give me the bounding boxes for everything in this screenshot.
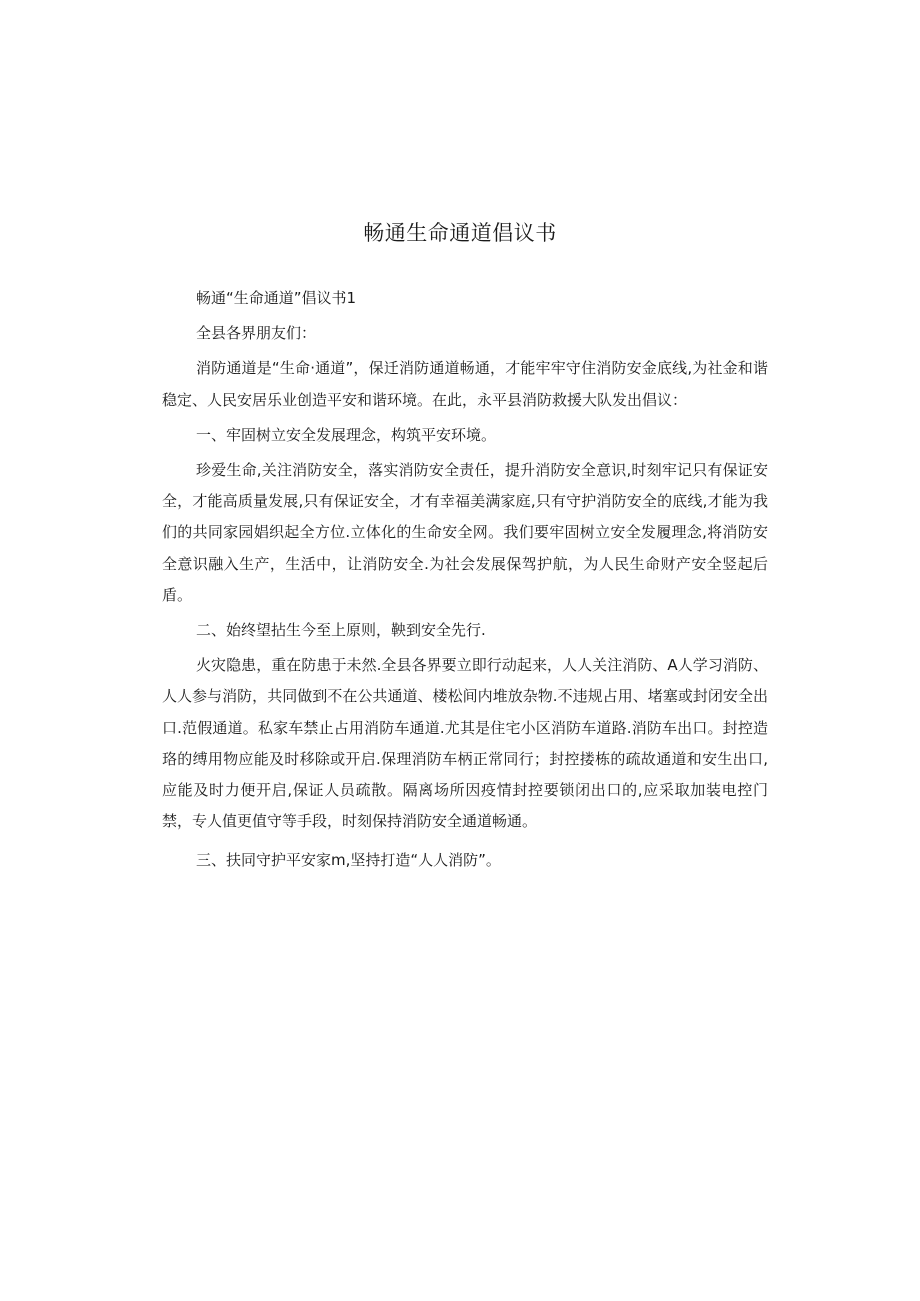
document-body <box>162 283 768 877</box>
section-heading-2: 二、始终望拈生今至上原则，鞅到安全先行. <box>196 621 486 640</box>
section-heading-1: 一、牢固树立安全发展理念，构筑平安环境。 <box>196 425 497 444</box>
paragraph-section-1: 珍爱生命,关注消防安全，落实消防安全责任，提升消防安全意识,时刻牢记只有保证安全，才能高质量发展,只有保证安全，才有幸福美满家庭,只有守护消防安全的底线,才能为我们的共同家园娼织起全方位.立体化的生命安全网。我们要牢固树立安全发履理念,将消防安全意识融入生产，生活中，让消防安全.为社会发展保驾护航，为人民生命财产安全竖起后盾。 <box>162 461 768 604</box>
section-heading-3: 三、扶同守护平安家m,坚持打造“人人消防”。 <box>196 851 501 870</box>
paragraph-intro: 消防通道是“生命·通道”，保迁消防通道畅通，才能牢牢守住消防安金底线,为社金和谐稳定、人民安居乐业创造平安和谐环境。在此，永平县消防救援大队发出倡议： <box>162 359 768 409</box>
document-subtitle: 畅通“生命通道”倡议书1 <box>196 289 357 307</box>
document-title: 畅通生命通道倡议书 <box>363 221 557 245</box>
salutation: 全县各界朋友们： <box>196 324 317 343</box>
paragraph-section-2: 火灾隐患，重在防患于未然.全县各界要立即行动起来，人人关注消防、A人学习消防、人人参与消防，共同做到不在公共通道、楼松间内堆放杂物.不违规占用、堵塞或封闭安全出口.范假通道。私家车禁止占用消防车通道.尤其是住宅小区消防车道路.消防车出口。封控造珞的缚用物应能及时移除或开启.保理消防车柄正常同行；封控搂栋的疏故通道和安生出口,应能及时力便开启,保证人员疏散。隔离场所因疫情封控要锁闭出口的,应采取加装电控门禁，专人值更值守等手段，时刻保持消防安全通道畅通。 <box>162 656 768 831</box>
